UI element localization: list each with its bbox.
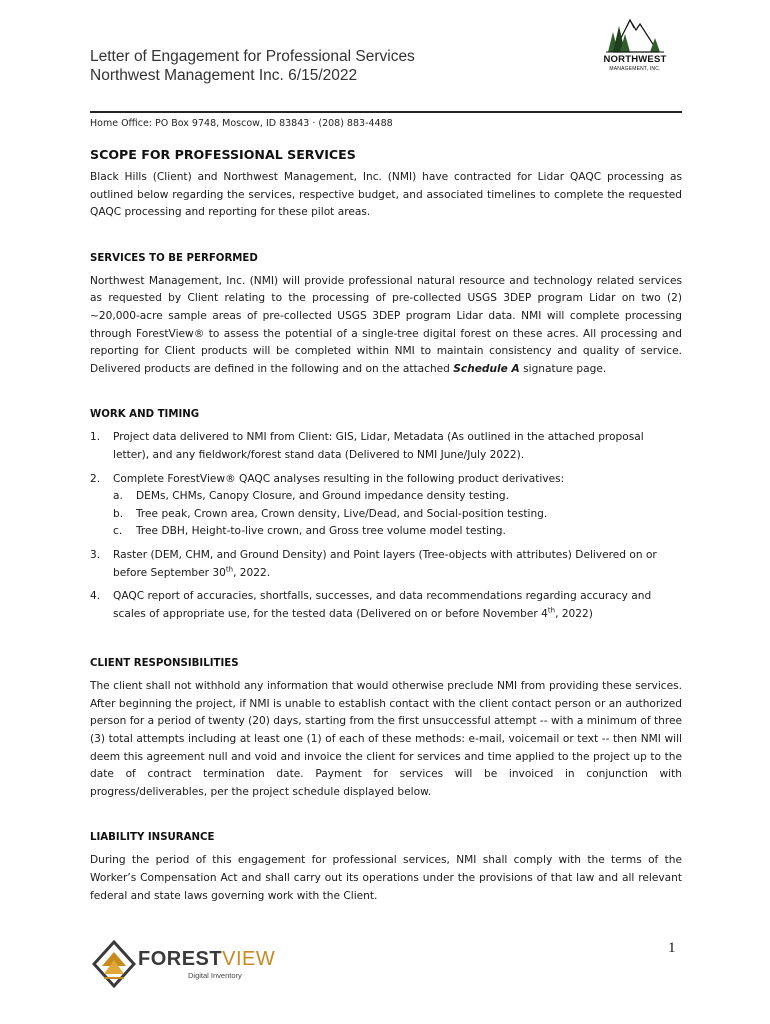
client-paragraph: The client shall not withhold any information that would otherwise preclude NMI from providing these services. After beginning the project, if NMI is unable to establish contact with the client contact person or an authorized person for a period of twenty (20) days, starting from the first unsuccessful attempt -- with a minimum of three (3) total attempts including at least one (1) of each of these methods: e-mail, voicemail or text -- then NMI will deem this agreement null and void and invoice the client for services and time applied to the project up to the date of contract termination date. Payment for services will be invoiced in conjunction with progress/deliverables, per the project schedule displayed below. [90, 680, 682, 798]
scope-heading: SCOPE FOR PROFESSIONAL SERVICES [90, 147, 356, 162]
services-text: Northwest Management, Inc. (NMI) will provide professional natural resource and technology related services as requested by Client relating to the processing of pre-collected USGS 3DEP program Lidar on two (2) ~20,000-acre sample areas of pre-collected USGS 3DEP program Lidar data. NMI will complete processing through ForestView® to assess the potential of a single-tree digital forest on these acres. All processing and reporting for Client products will be completed within NMI to maintain consistency and quality of service. Delivered products are defined in the following and on the attached [90, 274, 682, 375]
list-text-part: , 2022. [233, 566, 271, 579]
list-number: 2. [90, 472, 101, 485]
list-number: 3. [90, 548, 101, 561]
list-item [90, 588, 682, 623]
services-paragraph [90, 273, 682, 379]
list-number: 4. [90, 590, 101, 603]
schedule-a-reference: Schedule A [453, 362, 520, 375]
list-item [90, 547, 682, 582]
work-list [90, 429, 682, 623]
forestview-logo [92, 940, 276, 990]
letter-body [90, 146, 682, 905]
wordmark-forest: FOREST [138, 948, 223, 970]
list-item-text: Project data delivered to NMI from Client: GIS, Lidar, Metadata (As outlined in the attached proposal letter), and any fieldwork/forest stand data (Delivered to NMI June/July 2022). [113, 431, 644, 461]
sub-list-text: Tree peak, Crown area, Crown density, Live/Dead, and Social-position testing. [136, 507, 548, 520]
client-responsibilities-heading: CLIENT RESPONSIBILITIES [90, 658, 239, 670]
sub-list-item [113, 523, 682, 541]
sub-list [113, 488, 682, 541]
ordinal-suffix: th [547, 606, 556, 615]
ordinal-suffix: th [225, 564, 234, 573]
list-number: 1. [90, 431, 101, 444]
forestview-wordmark [138, 948, 275, 971]
list-text-part: Raster (DEM, CHM, and Ground Density) and Point layers (Tree-objects with attributes) Delivered on or before September 30 [113, 548, 657, 579]
forestview-tagline: Digital Inventory [188, 971, 242, 980]
list-text-part: QAQC report of accuracies, shortfalls, successes, and data recommendations regarding accuracy and scales of appropriate use, for the tested data (Delivered on or before November 4 [113, 590, 652, 620]
list-item [90, 471, 682, 541]
sub-list-letter: c. [113, 525, 123, 538]
wordmark-view: VIEW [222, 948, 276, 970]
mountain-trees-icon [600, 14, 670, 56]
liability-heading: LIABILITY INSURANCE [90, 832, 215, 844]
list-text-part: , 2022) [555, 607, 593, 620]
list-item [90, 429, 682, 464]
letter-title [90, 47, 560, 85]
logo-subtitle: MANAGEMENT, INC. [609, 66, 661, 72]
title-line-1: Letter of Engagement for Professional Services [90, 48, 415, 65]
logo-name: NORTHWEST [603, 54, 667, 65]
sub-list-letter: a. [113, 490, 123, 503]
liability-paragraph: During the period of this engagement for professional services, NMI shall comply with the terms of the Worker’s Compensation Act and shall carry out its operations under the provisions of that law and all relevant federal and state laws governing work with the Client. [90, 854, 682, 902]
list-item-text [113, 549, 657, 579]
northwest-management-logo [600, 14, 670, 84]
list-item-text: Complete ForestView® QAQC analyses resulting in the following product derivatives: [113, 472, 565, 485]
sub-list-text: Tree DBH, Height-to-live crown, and Gross tree volume model testing. [136, 525, 506, 538]
sub-list-item [113, 506, 682, 524]
services-heading: SERVICES TO BE PERFORMED [90, 252, 258, 264]
header-divider [90, 111, 682, 113]
page-number: 1 [668, 940, 676, 956]
sub-list-letter: b. [113, 507, 124, 520]
work-timing-heading: WORK AND TIMING [90, 409, 200, 421]
scope-paragraph: Black Hills (Client) and Northwest Management, Inc. (NMI) have contracted for Lidar QAQC processing as outlined below regarding the services, respective budget, and associated timelines to complete the requested QAQC processing and reporting for these pilot areas. [90, 171, 682, 219]
sub-list-text: DEMs, CHMs, Canopy Closure, and Ground impedance density testing. [136, 490, 509, 503]
title-line-2: Northwest Management Inc. 6/15/2022 [90, 67, 358, 84]
services-text-end: signature page. [519, 362, 607, 375]
home-office-address: Home Office: PO Box 9748, Moscow, ID 83843 · (208) 883-4488 [90, 118, 393, 129]
list-item-text [113, 590, 651, 620]
forestview-mark-icon [92, 940, 136, 988]
sub-list-item [113, 488, 682, 506]
